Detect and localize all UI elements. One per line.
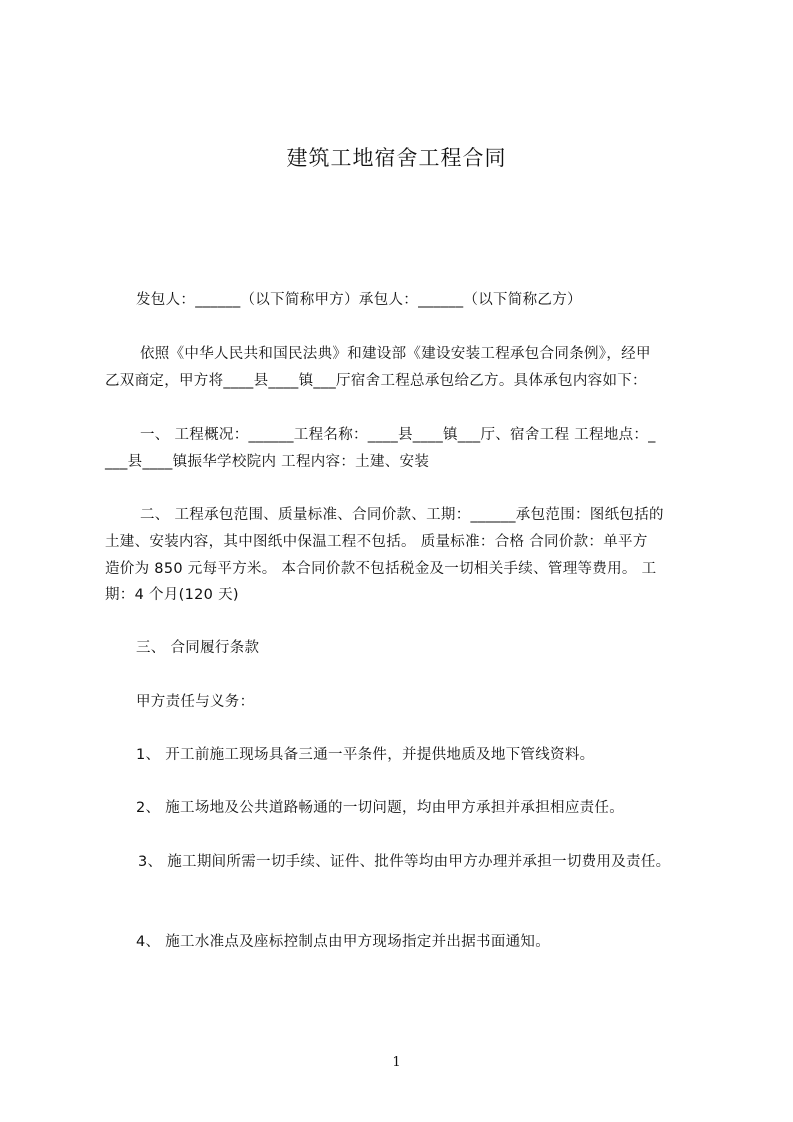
document-title: 建筑工地宿舍工程合同 [286, 146, 507, 170]
section2-line-2: 土建、安装内容，其中图纸中保温工程不包括。 质量标准：合格 合同价款：单平方 [105, 534, 648, 550]
section3-heading: 三、 合同履行条款 [136, 640, 260, 656]
list-item: 3、 施工期间所需一切手续、证件、批件等均由甲方办理并承担一切费用及责任。 [138, 854, 671, 870]
list-item: 2、 施工场地及公共道路畅通的一切问题，均由甲方承担并承担相应责任。 [136, 800, 625, 816]
section2-line-1: 二、 工程承包范围、质量标准、合同价款、工期：______承包范围：图纸包括的 [140, 507, 664, 523]
parties-line: 发包人：______（以下简称甲方）承包人：______（以下简称乙方） [136, 292, 582, 308]
page-number: 1 [392, 1055, 401, 1070]
section1-line-2: ___县____镇振华学校院内 工程内容：土建、安装 [105, 454, 430, 470]
list-item: 4、 施工水准点及座标控制点由甲方现场指定并出据书面通知。 [136, 934, 551, 950]
section2-line-4: 期：4 个月(120 天) [105, 587, 239, 603]
intro-line-2: 乙双商定，甲方将____县____镇___厅宿舍工程总承包给乙方。具体承包内容如下： [105, 373, 647, 389]
section2-line-3: 造价为 850 元每平方米。 本合同价款不包括税金及一切相关手续、管理等费用。 工 [105, 561, 657, 577]
intro-line-1: 依照《中华人民共和国民法典》和建设部《建设安装工程承包合同条例》，经甲 [140, 346, 651, 362]
section1-line-1: 一、 工程概况：______工程名称：____县____镇___厅、宿舍工程 工程地点：_ [140, 427, 656, 443]
list-item: 1、 开工前施工现场具备三通一平条件，并提供地质及地下管线资料。 [136, 747, 595, 763]
party-a-duties-heading: 甲方责任与义务： [136, 694, 255, 710]
